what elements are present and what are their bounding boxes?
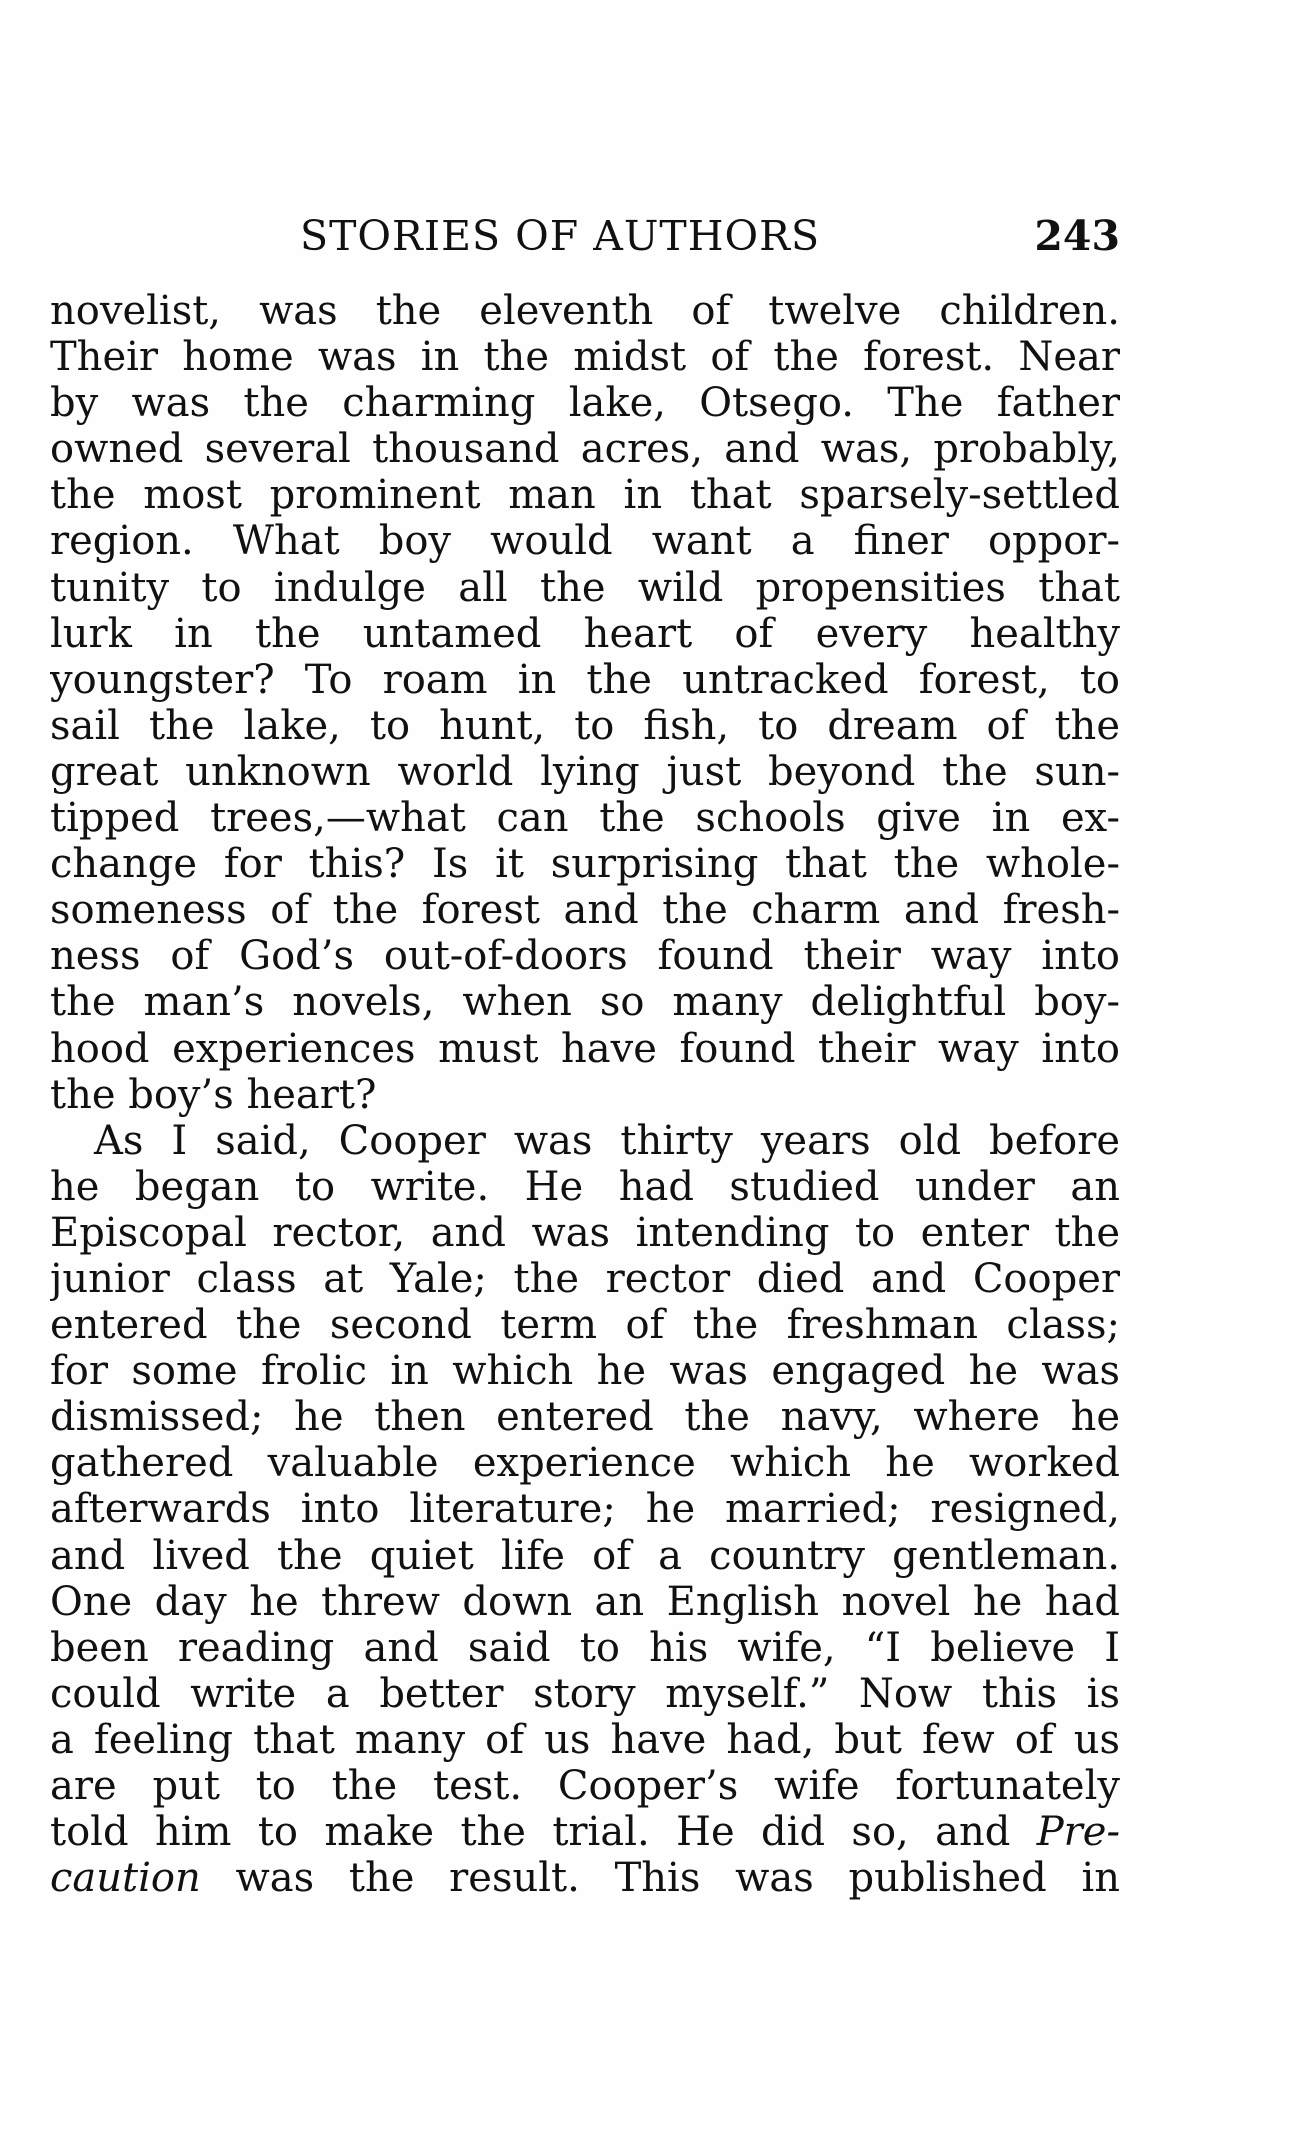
italic-title-end: caution (50, 1855, 201, 1902)
running-head (50, 212, 1120, 260)
running-title: STORIES OF AUTHORS (300, 212, 821, 260)
text-line: lurk in the untamed heart of every healthy (50, 610, 1120, 657)
text-line: Their home was in the midst of the forest. Near (50, 334, 1120, 381)
text-line: Episcopal rector, and was intending to enter the (50, 1209, 1120, 1256)
text-line: novelist, was the eleventh of twelve children. (50, 288, 1120, 334)
text-segment: was the result. This was published in (200, 1855, 1120, 1902)
text-line: by was the charming lake, Otsego. The father (50, 380, 1120, 427)
text-line: afterwards into literature; he married; resigned, (50, 1486, 1120, 1533)
text-line: tipped trees,—what can the schools give in ex- (50, 795, 1120, 842)
text-line: junior class at Yale; the rector died and Cooper (50, 1255, 1120, 1302)
text-line: he began to write. He had studied under an (50, 1163, 1120, 1210)
text-line: and lived the quiet life of a country gentleman. (50, 1532, 1120, 1579)
text-line: sail the lake, to hunt, to fish, to dream of the (50, 702, 1120, 749)
text-line: the most prominent man in that sparsely-settled (50, 472, 1120, 519)
body-text (50, 288, 1120, 1901)
page-number: 243 (1034, 212, 1120, 260)
paragraph-start-line: As I said, Cooper was thirty years old before (94, 1117, 1120, 1164)
text-line: entered the second term of the freshman class; (50, 1302, 1120, 1349)
text-line: could write a better story myself.” Now this is (50, 1670, 1120, 1717)
text-line: One day he threw down an English novel he had (50, 1578, 1120, 1625)
text-line: gathered valuable experience which he worked (50, 1440, 1120, 1487)
text-line: great unknown world lying just beyond the sun- (50, 748, 1120, 795)
text-line: are put to the test. Cooper’s wife fortunately (50, 1763, 1120, 1809)
text-line: ness of God’s out-of-doors found their way into (50, 933, 1120, 980)
text-segment: told him to make the trial. He did so, and (50, 1809, 1037, 1856)
text-line: change for this? Is it surprising that the whole- (50, 841, 1120, 888)
text-line: hood experiences must have found their way into (50, 1025, 1120, 1072)
italic-title-start: Pre- (1036, 1809, 1120, 1856)
text-line: dismissed; he then entered the navy, where he (50, 1394, 1120, 1441)
text-line: region. What boy would want a finer oppor- (50, 518, 1120, 565)
text-line (50, 1809, 1120, 1855)
text-line: for some frolic in which he was engaged he was (50, 1348, 1120, 1395)
text-line: youngster? To roam in the untracked forest, to (50, 656, 1120, 703)
paragraph-end-line: the boy’s heart? (50, 1071, 377, 1118)
text-line: tunity to indulge all the wild propensities that (50, 564, 1120, 611)
text-line (50, 1855, 1120, 1901)
text-line: someness of the forest and the charm and fresh- (50, 887, 1120, 934)
text-line: been reading and said to his wife, “I believe I (50, 1624, 1120, 1671)
text-line: a feeling that many of us have had, but few of us (50, 1716, 1120, 1763)
text-line: owned several thousand acres, and was, probably, (50, 426, 1120, 473)
text-line: the man’s novels, when so many delightful boy- (50, 979, 1120, 1026)
